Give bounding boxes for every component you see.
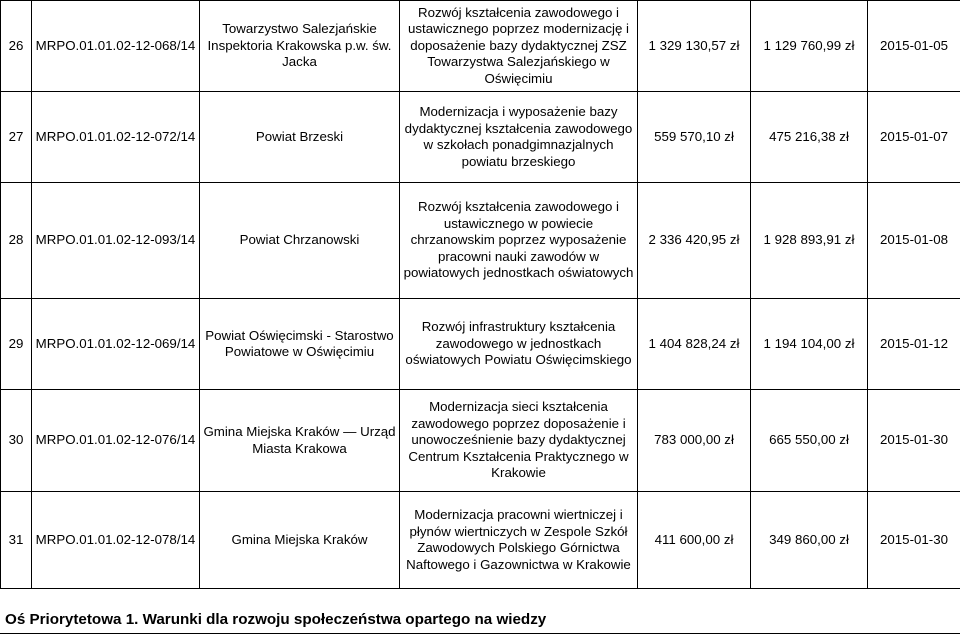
beneficiary-name: Powiat Brzeski: [200, 92, 400, 183]
cofinancing-value: 1 928 893,91 zł: [751, 183, 868, 299]
project-id: MRPO.01.01.02-12-093/14: [32, 183, 200, 299]
table-row: [1, 390, 960, 492]
project-id: MRPO.01.01.02-12-076/14: [32, 390, 200, 492]
row-number: 29: [1, 299, 32, 390]
table-row: [1, 492, 960, 589]
row-number: 26: [1, 1, 32, 92]
row-number: 30: [1, 390, 32, 492]
table-row: [1, 92, 960, 183]
project-id: MRPO.01.01.02-12-078/14: [32, 492, 200, 589]
project-id: MRPO.01.01.02-12-072/14: [32, 92, 200, 183]
total-value: 2 336 420,95 zł: [638, 183, 751, 299]
agreement-date: 2015-01-07: [868, 92, 960, 183]
beneficiary-name: Powiat Oświęcimski - Starostwo Powiatowe w Oświęcimiu: [200, 299, 400, 390]
row-number: 28: [1, 183, 32, 299]
total-value: 411 600,00 zł: [638, 492, 751, 589]
cofinancing-value: 475 216,38 zł: [751, 92, 868, 183]
project-id: MRPO.01.01.02-12-069/14: [32, 299, 200, 390]
total-value: 1 329 130,57 zł: [638, 1, 751, 92]
cofinancing-value: 1 129 760,99 zł: [751, 1, 868, 92]
cofinancing-value: 349 860,00 zł: [751, 492, 868, 589]
total-value: 1 404 828,24 zł: [638, 299, 751, 390]
cofinancing-value: 1 194 104,00 zł: [751, 299, 868, 390]
project-title: Rozwój kształcenia zawodowego i ustawicznego poprzez modernizację i doposażenie bazy dydaktycznej ZSZ Towarzystwa Salezjańskiego w Oświęcimiu: [400, 1, 638, 92]
agreement-date: 2015-01-08: [868, 183, 960, 299]
beneficiary-name: Gmina Miejska Kraków — Urząd Miasta Krakowa: [200, 390, 400, 492]
project-id: MRPO.01.01.02-12-068/14: [32, 1, 200, 92]
table-row: [1, 183, 960, 299]
total-value: 783 000,00 zł: [638, 390, 751, 492]
cofinancing-value: 665 550,00 zł: [751, 390, 868, 492]
priority-axis-heading: Oś Priorytetowa 1. Warunki dla rozwoju społeczeństwa opartego na wiedzy: [5, 611, 547, 628]
row-number: 27: [1, 92, 32, 183]
agreement-date: 2015-01-05: [868, 1, 960, 92]
agreement-date: 2015-01-30: [868, 492, 960, 589]
project-title: Modernizacja pracowni wiertniczej i płynów wiertniczych w Zespole Szkół Zawodowych Polskiego Górnictwa Naftowego i Gazownictwa w Krakowie: [400, 492, 638, 589]
table-row: [1, 299, 960, 390]
table-row: [1, 1, 960, 92]
project-title: Rozwój kształcenia zawodowego i ustawicznego w powiecie chrzanowskim poprzez wyposażenie pracowni nauki zawodów w powiatowych jednostkach oświatowych: [400, 183, 638, 299]
total-value: 559 570,10 zł: [638, 92, 751, 183]
agreement-date: 2015-01-30: [868, 390, 960, 492]
row-number: 31: [1, 492, 32, 589]
project-title: Rozwój infrastruktury kształcenia zawodowego w jednostkach oświatowych Powiatu Oświęcimskiego: [400, 299, 638, 390]
beneficiary-name: Powiat Chrzanowski: [200, 183, 400, 299]
project-title: Modernizacja i wyposażenie bazy dydaktycznej kształcenia zawodowego w szkołach ponadgimnazjalnych powiatu brzeskiego: [400, 92, 638, 183]
project-title: Modernizacja sieci kształcenia zawodowego poprzez doposażenie i unowocześnienie bazy dydaktycznej Centrum Kształcenia Praktycznego w Krakowie: [400, 390, 638, 492]
beneficiary-name: Towarzystwo Salezjańskie Inspektoria Krakowska p.w. św. Jacka: [200, 1, 400, 92]
agreement-date: 2015-01-12: [868, 299, 960, 390]
beneficiary-name: Gmina Miejska Kraków: [200, 492, 400, 589]
